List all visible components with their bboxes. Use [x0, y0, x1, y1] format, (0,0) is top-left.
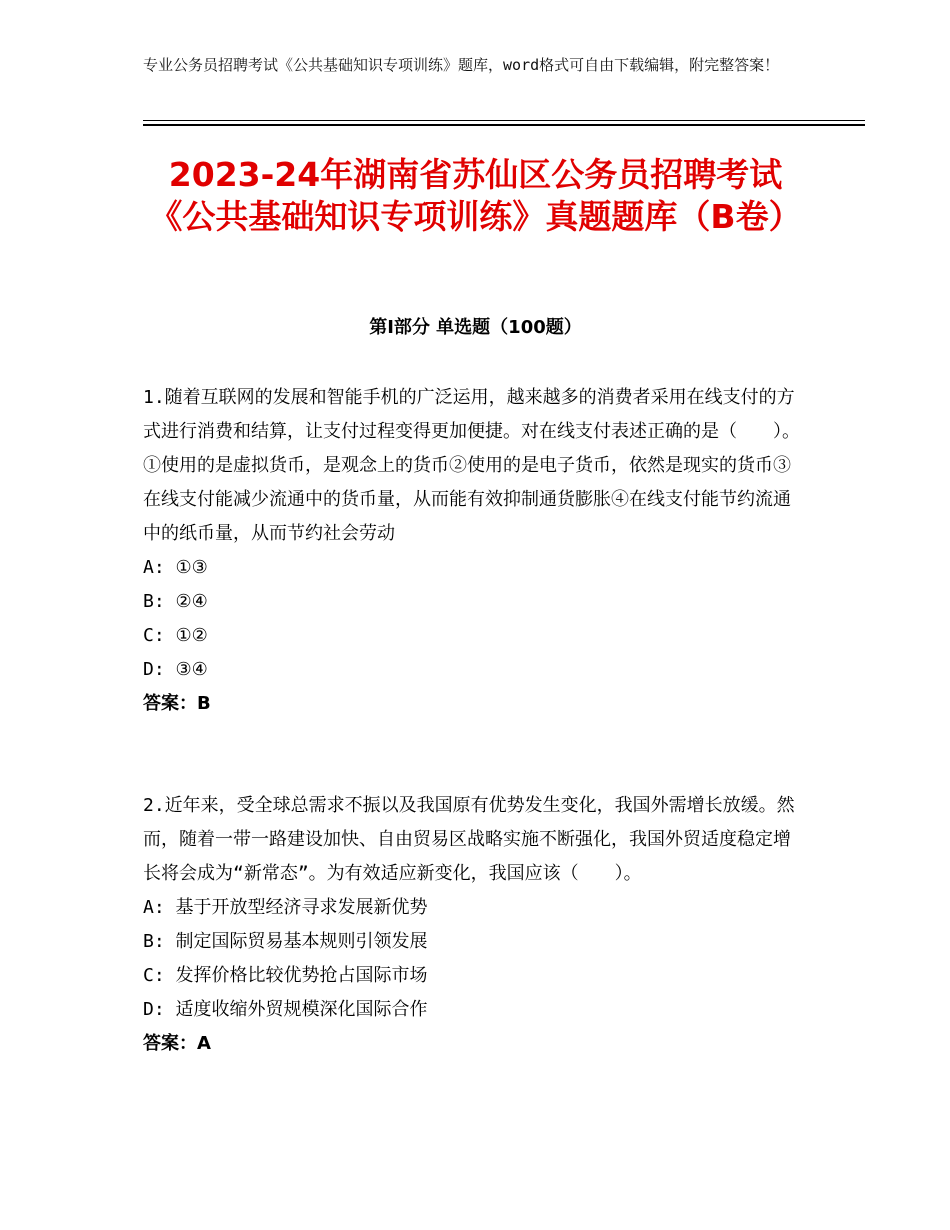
header-rule-thick: [143, 124, 865, 126]
question-stem: 1.随着互联网的发展和智能手机的广泛运用，越来越多的消费者采用在线支付的方式进行消费和结算，让支付过程变得更加便捷。对在线支付表述正确的是（ ）。①使用的是虚拟货币，是观念上的货币②使用的是电子货币，依然是现实的货币③在线支付能减少流通中的货币量，从而能有效抑制通货膨胀④在线支付能节约流通中的纸币量，从而节约社会劳动: [143, 387, 800, 544]
answer-label: 答案：A: [143, 1033, 211, 1054]
header-rule-thin: [143, 120, 865, 121]
header-note: 专业公务员招聘考试《公共基础知识专项训练》题库，word格式可自由下载编辑，附完整答案！: [143, 56, 780, 74]
option-d: D: 适度收缩外贸规模深化国际合作: [143, 999, 428, 1020]
section-heading: 第Ⅰ部分 单选题（100题）: [369, 317, 582, 338]
option-a: A: 基于开放型经济寻求发展新优势: [143, 897, 428, 918]
option-a: A: ①③: [143, 557, 208, 578]
question-2: [143, 789, 803, 1061]
answer-label: 答案：B: [143, 693, 211, 714]
question-1: [143, 381, 803, 721]
option-b: B: ②④: [143, 591, 208, 612]
option-b: B: 制定国际贸易基本规则引领发展: [143, 931, 428, 952]
option-d: D: ③④: [143, 659, 208, 680]
question-stem: 2.近年来，受全球总需求不振以及我国原有优势发生变化，我国外需增长放缓。然而，随着一带一路建设加快、自由贸易区战略实施不断强化，我国外贸适度稳定增长将会成为“新常态”。为有效适应新变化，我国应该（ ）。: [143, 795, 795, 884]
option-c: C: ①②: [143, 625, 208, 646]
option-c: C: 发挥价格比较优势抢占国际市场: [143, 965, 428, 986]
document-title: 2023-24年湖南省苏仙区公务员招聘考试《公共基础知识专项训练》真题题库（B卷）: [149, 155, 802, 236]
